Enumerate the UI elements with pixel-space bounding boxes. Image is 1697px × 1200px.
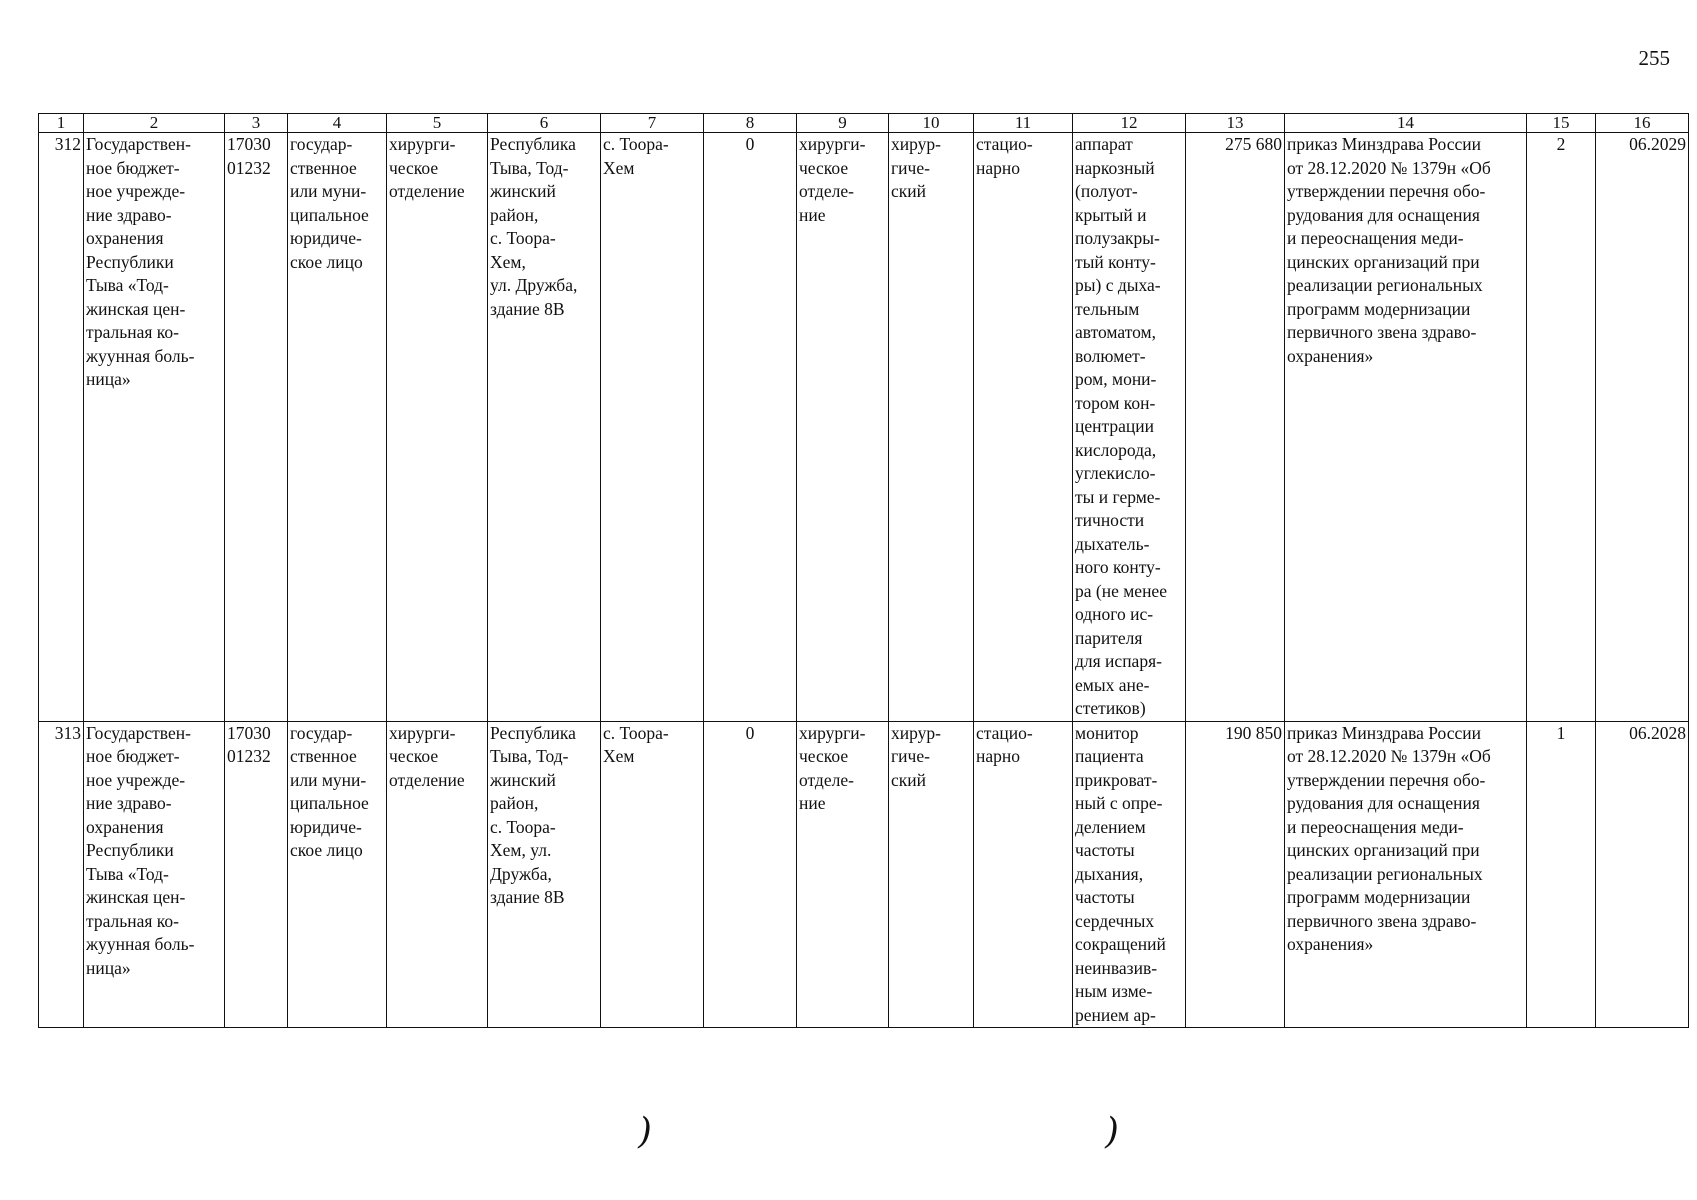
value-col8: 0 — [704, 721, 797, 1028]
profile: хирур- гиче- ский — [889, 721, 974, 1028]
profile: хирур- гиче- ский — [889, 133, 974, 722]
column-number: 9 — [797, 114, 889, 133]
organization-code: 17030 01232 — [225, 133, 288, 722]
column-number: 11 — [974, 114, 1073, 133]
column-number: 2 — [84, 114, 225, 133]
row-number: 312 — [39, 133, 84, 722]
address: Республика Тыва, Тод- жинский район, с. Тоора- Хем, ул. Дружба, здание 8В — [488, 133, 601, 722]
column-number: 12 — [1073, 114, 1186, 133]
equipment-table — [38, 113, 1689, 1028]
row-number: 313 — [39, 721, 84, 1028]
date: 06.2028 — [1596, 721, 1689, 1028]
handwritten-mark: ) — [634, 1111, 656, 1152]
column-number: 6 — [488, 114, 601, 133]
column-number: 5 — [387, 114, 488, 133]
care-condition: стацио- нарно — [974, 133, 1073, 722]
column-number: 16 — [1596, 114, 1689, 133]
table-row — [39, 133, 1689, 722]
care-condition: стацио- нарно — [974, 721, 1073, 1028]
column-number: 3 — [225, 114, 288, 133]
organization-name: Государствен- ное бюджет- ное учрежде- ние здраво- охранения Республики Тыва «Тод- жинская цен- тральная ко- жуунная боль- ница» — [84, 721, 225, 1028]
organization-code: 17030 01232 — [225, 721, 288, 1028]
date: 06.2029 — [1596, 133, 1689, 722]
column-number: 15 — [1527, 114, 1596, 133]
equipment-name: монитор пациента прикроват- ный с опре- делением частоты дыхания, частоты сердечных сокращений неинвазив- ным изме- рением ар- — [1073, 721, 1186, 1028]
address: Республика Тыва, Тод- жинский район, с. Тоора- Хем, ул. Дружба, здание 8В — [488, 721, 601, 1028]
unit: хирурги- ческое отделе- ние — [797, 133, 889, 722]
legal-form: государ- ственное или муни- ципальное юридиче- ское лицо — [288, 721, 387, 1028]
legal-form: государ- ственное или муни- ципальное юридиче- ское лицо — [288, 133, 387, 722]
price: 190 850 — [1186, 721, 1285, 1028]
column-number: 8 — [704, 114, 797, 133]
department: хирурги- ческое отделение — [387, 721, 488, 1028]
locality: с. Тоора- Хем — [601, 721, 704, 1028]
handwritten-mark: ) — [1101, 1111, 1123, 1152]
page-number: 255 — [1638, 46, 1670, 70]
column-number: 10 — [889, 114, 974, 133]
department: хирурги- ческое отделение — [387, 133, 488, 722]
organization-name: Государствен- ное бюджет- ное учрежде- ние здраво- охранения Республики Тыва «Тод- жинская цен- тральная ко- жуунная боль- ница» — [84, 133, 225, 722]
equipment-name: аппарат наркозный (полуот- крытый и полузакры- тый конту- ры) с дыха- тельным автоматом, волюмет- ром, мони- тором кон- центрации кислорода, углекисло- ты и герме- тичности дыхатель- ного конту- ра (не менее одного ис- парителя для испаря- емых ане- стетиков) — [1073, 133, 1186, 722]
quantity: 1 — [1527, 721, 1596, 1028]
column-number: 7 — [601, 114, 704, 133]
table-row — [39, 721, 1689, 1028]
quantity: 2 — [1527, 133, 1596, 722]
regulation: приказ Минздрава России от 28.12.2020 № 1379н «Об утверждении перечня обо- рудования для оснащения и переоснащения меди- цинских организаций при реализации региональных программ модернизации первичного звена здраво- охранения» — [1285, 133, 1527, 722]
column-number: 13 — [1186, 114, 1285, 133]
regulation: приказ Минздрава России от 28.12.2020 № 1379н «Об утверждении перечня обо- рудования для оснащения и переоснащения меди- цинских организаций при реализации региональных программ модернизации первичного звена здраво- охранения» — [1285, 721, 1527, 1028]
column-number: 14 — [1285, 114, 1527, 133]
price: 275 680 — [1186, 133, 1285, 722]
value-col8: 0 — [704, 133, 797, 722]
column-number: 4 — [288, 114, 387, 133]
column-number-row — [39, 114, 1689, 133]
unit: хирурги- ческое отделе- ние — [797, 721, 889, 1028]
column-number: 1 — [39, 114, 84, 133]
locality: с. Тоора- Хем — [601, 133, 704, 722]
